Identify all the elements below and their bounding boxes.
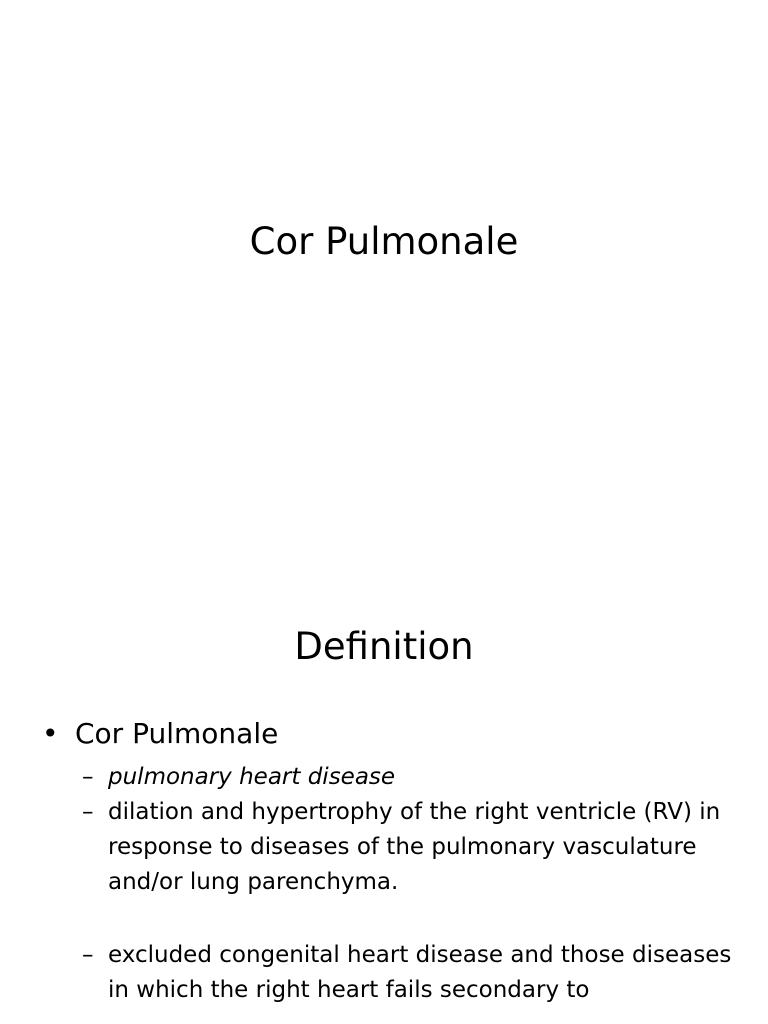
sub-item	[40, 938, 740, 1008]
sub-item-text: pulmonary heart disease	[108, 764, 396, 790]
bullet-item	[40, 714, 740, 754]
sub-item	[40, 760, 740, 795]
slide-definition	[0, 576, 768, 1024]
bullet-text: Cor Pulmonale	[75, 717, 279, 750]
dash-marker: –	[82, 799, 94, 825]
definition-heading: Definition	[294, 625, 474, 668]
sub-item-text: excluded congenital heart disease and those diseases in which the right heart fails secondary to	[108, 942, 732, 1003]
slide-title-heading: Cor Pulmonale	[249, 220, 519, 263]
dash-marker: –	[82, 764, 94, 790]
definition-body	[40, 714, 740, 1008]
bullet-marker: •	[42, 717, 59, 750]
sub-item-text: dilation and hypertrophy of the right ventricle (RV) in response to diseases of the pulmonary vasculature and/or lung parenchyma.	[108, 799, 721, 895]
dash-marker: –	[82, 942, 94, 968]
sub-item	[40, 795, 740, 900]
